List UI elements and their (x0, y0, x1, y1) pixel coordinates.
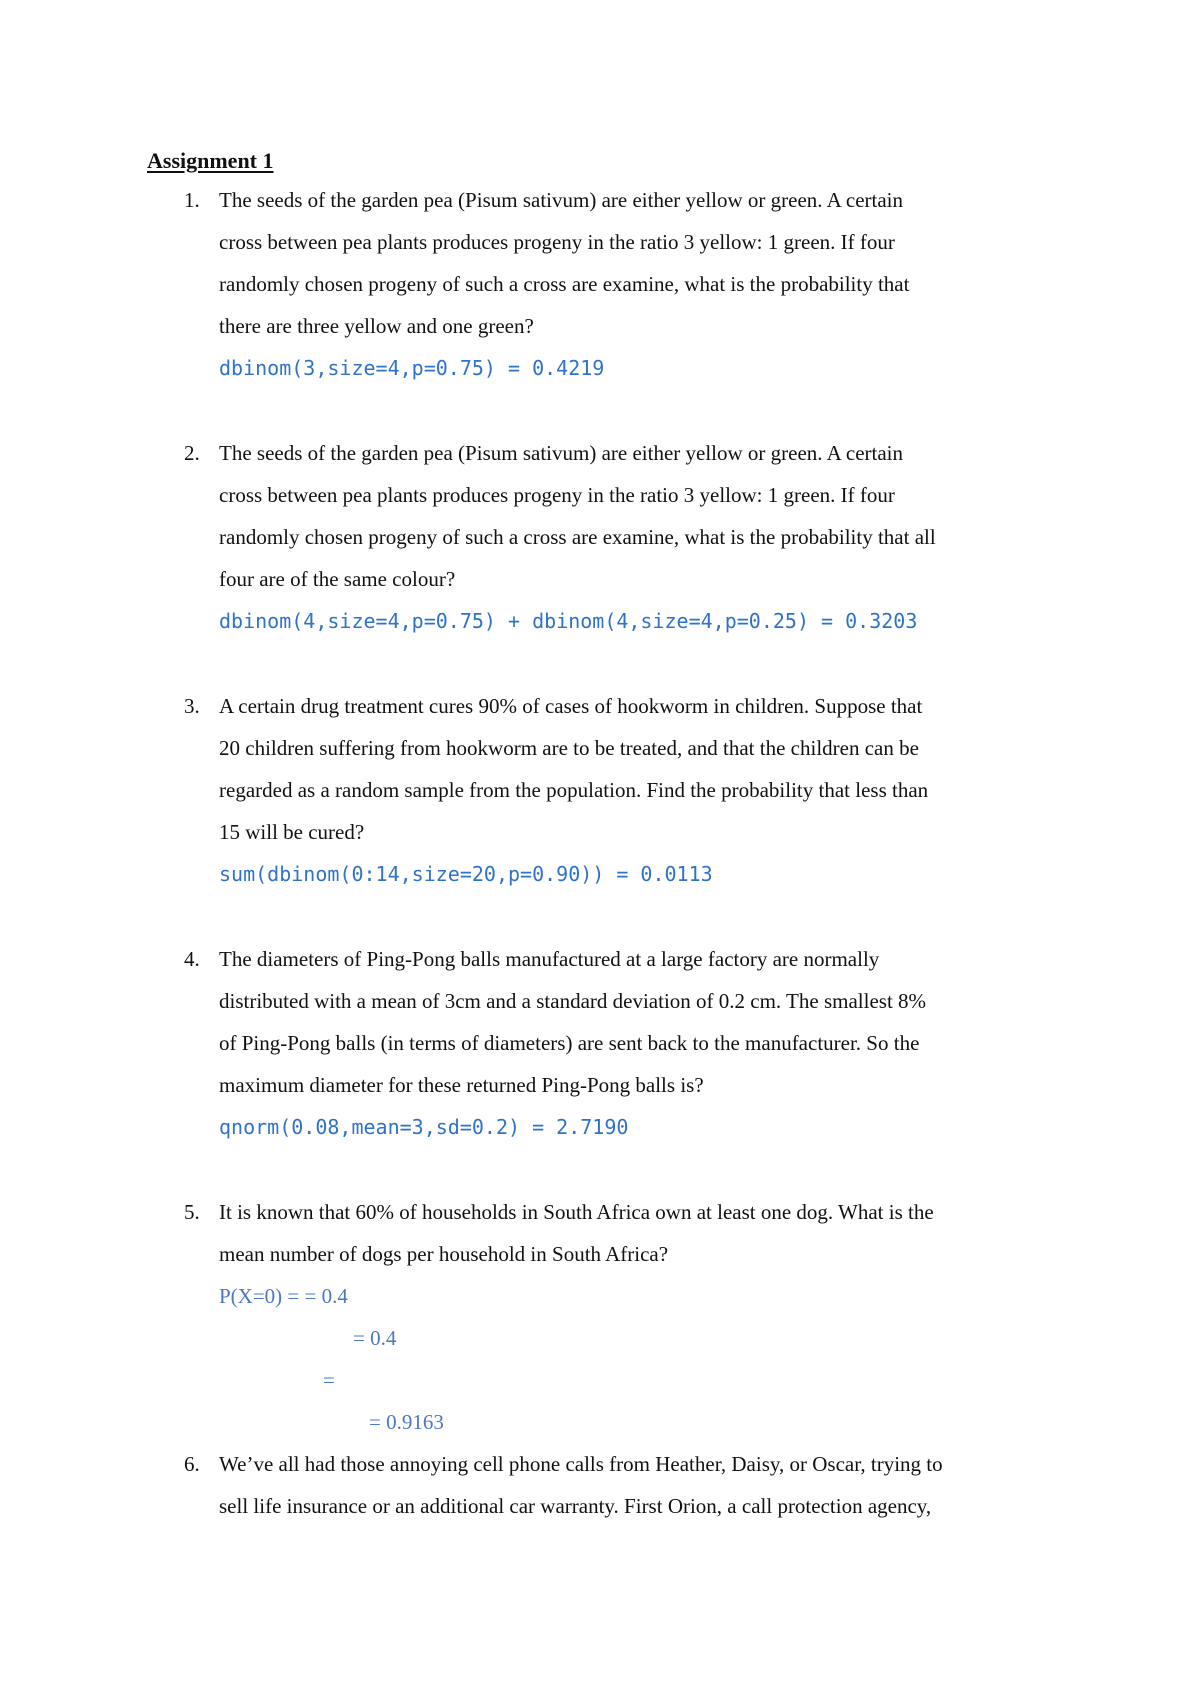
question-text-line: four are of the same colour? (219, 567, 456, 591)
question-text-line: The diameters of Ping-Pong balls manufactured at a large factory are normally (219, 947, 880, 971)
question-text-line: mean number of dogs per household in South Africa? (219, 1242, 669, 1266)
question-text-line: We’ve all had those annoying cell phone calls from Heather, Daisy, or Oscar, trying to (219, 1452, 943, 1476)
question-text-line: randomly chosen progeny of such a cross are examine, what is the probability that all (219, 525, 936, 549)
question-text-line: distributed with a mean of 3cm and a standard deviation of 0.2 cm. The smallest 8% (219, 989, 927, 1013)
answer-code: dbinom(4,size=4,p=0.75) + dbinom(4,size=4,p=0.25) = 0.3203 (219, 609, 918, 633)
question-number: 3. (184, 694, 200, 718)
question-body (219, 179, 1079, 389)
question-number: 4. (184, 947, 200, 971)
answer-math-line: P(X=0) = = 0.4 (219, 1284, 348, 1308)
answer-math-line: = 0.9163 (369, 1410, 444, 1434)
question-text-line: there are three yellow and one green? (219, 314, 534, 338)
question-body (219, 938, 1079, 1148)
question-text-line: randomly chosen progeny of such a cross are examine, what is the probability that (219, 272, 910, 296)
question-text-line: 15 will be cured? (219, 820, 365, 844)
question-text-line: The seeds of the garden pea (Pisum sativum) are either yellow or green. A certain (219, 188, 904, 212)
answer-code: sum(dbinom(0:14,size=20,p=0.90)) = 0.0113 (219, 862, 713, 886)
question-number: 2. (184, 441, 200, 465)
question-number: 6. (184, 1452, 200, 1476)
question-body (219, 432, 1079, 642)
question-number: 1. (184, 188, 200, 212)
question-text-line: cross between pea plants produces progeny in the ratio 3 yellow: 1 green. If four (219, 483, 895, 507)
question-number: 5. (184, 1200, 200, 1224)
question-text-line: The seeds of the garden pea (Pisum sativum) are either yellow or green. A certain (219, 441, 904, 465)
question-body (219, 1191, 1079, 1275)
question-text-line: It is known that 60% of households in South Africa own at least one dog. What is the (219, 1200, 934, 1224)
question-body (219, 685, 1079, 895)
question-text-line: maximum diameter for these returned Ping-Pong balls is? (219, 1073, 704, 1097)
answer-code: dbinom(3,size=4,p=0.75) = 0.4219 (219, 356, 605, 380)
answer-math-line: = 0.4 (353, 1326, 397, 1350)
answer-code: qnorm(0.08,mean=3,sd=0.2) = 2.7190 (219, 1115, 629, 1139)
question-text-line: A certain drug treatment cures 90% of cases of hookworm in children. Suppose that (219, 694, 923, 718)
page-title: Assignment 1 (147, 148, 274, 173)
question-text-line: regarded as a random sample from the population. Find the probability that less than (219, 778, 929, 802)
answer-math-line: = (323, 1368, 335, 1392)
question-text-line: cross between pea plants produces progeny in the ratio 3 yellow: 1 green. If four (219, 230, 895, 254)
question-body (219, 1443, 1079, 1527)
question-text-line: 20 children suffering from hookworm are to be treated, and that the children can be (219, 736, 919, 760)
question-text-line: sell life insurance or an additional car warranty. First Orion, a call protection agency, (219, 1494, 932, 1518)
question-text-line: of Ping-Pong balls (in terms of diameters) are sent back to the manufacturer. So the (219, 1031, 920, 1055)
